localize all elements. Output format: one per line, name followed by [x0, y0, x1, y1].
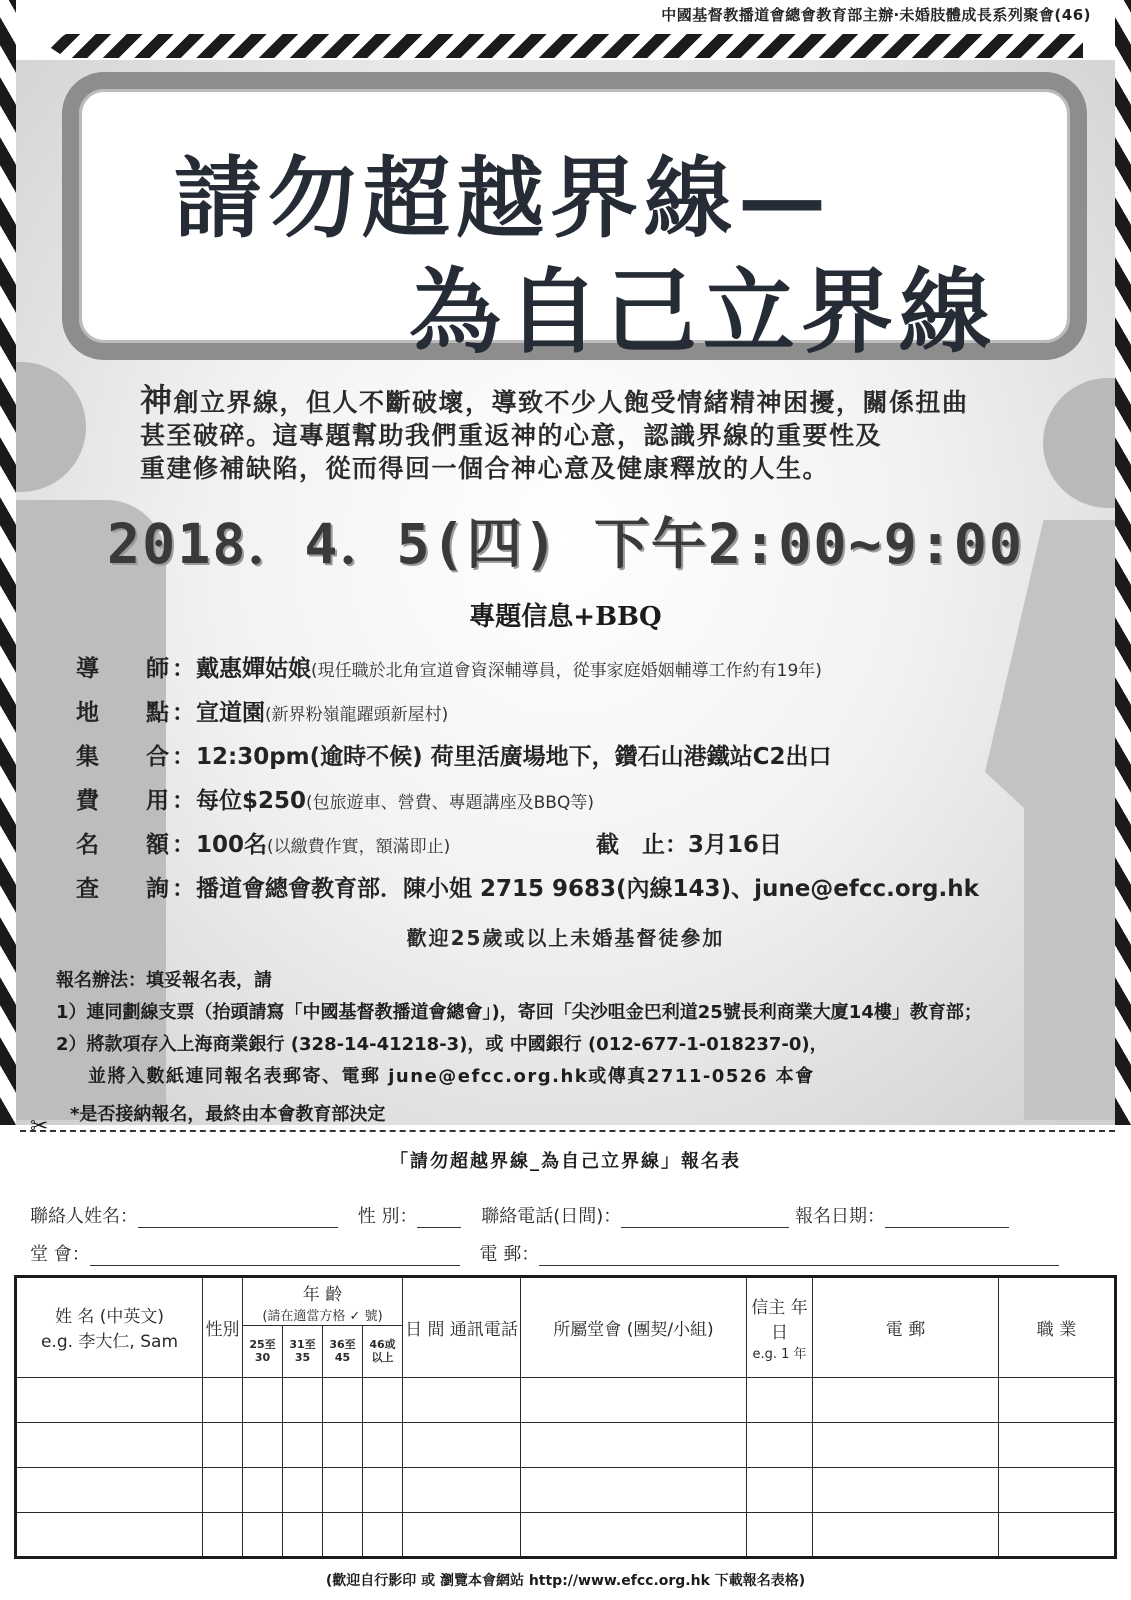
date-field[interactable]: [885, 1210, 1009, 1228]
table-cell[interactable]: [283, 1422, 323, 1467]
table-cell[interactable]: [363, 1422, 403, 1467]
event-date-time: 2018．4．5(四) 下午2:00~9:00: [106, 512, 1025, 576]
form-line-contact: [30, 1202, 1105, 1228]
table-cell[interactable]: [243, 1377, 283, 1422]
phone-field[interactable]: [621, 1210, 789, 1228]
col-job-header: 職 業: [999, 1277, 1116, 1378]
table-cell[interactable]: [813, 1422, 999, 1467]
table-cell[interactable]: [363, 1467, 403, 1512]
detail-row-venue: [76, 690, 1076, 734]
gender-label: 性 別：: [357, 1206, 418, 1227]
table-cell[interactable]: [243, 1422, 283, 1467]
table-cell[interactable]: [203, 1512, 243, 1557]
col-faith-header: [747, 1277, 813, 1378]
detail-label-a: 名: [76, 832, 99, 858]
col-gender-header: 性別: [203, 1277, 243, 1378]
detail-label-b: 用: [146, 788, 169, 814]
detail-label-b: 詢: [146, 876, 169, 902]
table-cell[interactable]: [521, 1422, 747, 1467]
phone-label: 聯絡電話(日間)：: [481, 1206, 622, 1227]
table-cell[interactable]: [999, 1422, 1116, 1467]
detail-row-enquiry: [76, 866, 1076, 910]
col-email-header: 電 郵: [813, 1277, 999, 1378]
method-step-2: 2）將款項存入上海商業銀行 (328-14-41218-3)，或 中國銀行 (012-677-1-018237-0)，: [56, 1034, 828, 1055]
intro-line-2: 甚至破碎。這專題幫助我們重返神的心意，認識界線的重要性及: [140, 421, 883, 450]
contact-name-label: 聯絡人姓名：: [30, 1206, 138, 1227]
table-cell[interactable]: [203, 1422, 243, 1467]
table-cell[interactable]: [747, 1422, 813, 1467]
detail-row-quota: [76, 822, 1076, 866]
event-details: [76, 646, 1076, 910]
email-label: 電 郵：: [479, 1244, 540, 1265]
table-cell[interactable]: [403, 1377, 521, 1422]
method-heading: 報名辦法：填妥報名表，請: [56, 970, 272, 991]
table-cell[interactable]: [16, 1512, 203, 1557]
table-cell[interactable]: [747, 1467, 813, 1512]
table-cell[interactable]: [521, 1512, 747, 1557]
table-cell[interactable]: [363, 1377, 403, 1422]
table-cell[interactable]: [283, 1467, 323, 1512]
table-cell[interactable]: [16, 1377, 203, 1422]
age-bracket-46-plus: 46或以上: [363, 1326, 403, 1377]
detail-label-b: 合: [146, 744, 169, 770]
table-cell[interactable]: [16, 1467, 203, 1512]
event-subtitle: 專題信息+BBQ: [469, 602, 662, 632]
table-cell[interactable]: [323, 1512, 363, 1557]
table-cell[interactable]: [747, 1512, 813, 1557]
table-cell[interactable]: [813, 1377, 999, 1422]
age-bracket-36-45: 36至45: [323, 1326, 363, 1377]
detail-note: (包旅遊車、營費、專題講座及BBQ等): [306, 793, 594, 813]
table-cell[interactable]: [363, 1512, 403, 1557]
intro-line-1: 創立界線，但人不斷破壞，導致不少人飽受情緒精神困擾，關係扭曲: [173, 388, 969, 417]
date-label: 報名日期：: [794, 1206, 885, 1227]
detail-colon: ：: [172, 700, 195, 726]
table-cell[interactable]: [999, 1467, 1116, 1512]
contact-name-field[interactable]: [138, 1210, 338, 1228]
detail-row-assembly: [76, 734, 1076, 778]
church-field[interactable]: [90, 1248, 460, 1266]
col-name-example: e.g. 李大仁, Sam: [40, 1332, 179, 1353]
table-cell[interactable]: [813, 1512, 999, 1557]
cut-line: [20, 1130, 1115, 1132]
intro-paragraph: [140, 381, 1020, 485]
table-cell[interactable]: [283, 1377, 323, 1422]
detail-colon: ：: [172, 788, 195, 814]
detail-label-a: 集: [76, 744, 99, 770]
detail-colon: ：: [172, 876, 195, 902]
col-name-header: [16, 1277, 203, 1378]
scissors-icon: ✂: [30, 1114, 49, 1139]
table-row: [16, 1377, 1116, 1422]
gender-field[interactable]: [417, 1210, 461, 1228]
table-cell[interactable]: [243, 1512, 283, 1557]
col-church-header: 所屬堂會 (團契/小組): [521, 1277, 747, 1378]
detail-label-b: 師: [146, 656, 169, 682]
col-phone-header: 日 間 通訊電話: [403, 1277, 521, 1378]
col-faith-label: 信主 年日: [751, 1297, 808, 1343]
table-cell[interactable]: [203, 1377, 243, 1422]
age-bracket-25-30: 25至30: [243, 1326, 283, 1377]
table-cell[interactable]: [403, 1512, 521, 1557]
organizer-line: 中國基督教播道會總會教育部主辦‧未婚肢體成長系列聚會(46): [661, 6, 1091, 24]
detail-value: 宣道園: [196, 700, 265, 726]
footer-note: (歡迎自行影印 或 瀏覽本會網站 http://www.efcc.org.hk 下載報名表格): [325, 1573, 806, 1589]
detail-colon: ：: [172, 744, 195, 770]
title-line-1: 請勿超越界線—: [174, 146, 833, 250]
table-cell[interactable]: [323, 1467, 363, 1512]
table-cell[interactable]: [999, 1377, 1116, 1422]
title-frame: [62, 72, 1087, 366]
church-label: 堂 會：: [30, 1244, 90, 1265]
age-bracket-31-35: 31至35: [283, 1326, 323, 1377]
table-cell[interactable]: [521, 1377, 747, 1422]
col-age-label: 年 齡: [302, 1284, 343, 1305]
method-note: *是否接納報名，最終由本會教育部決定: [70, 1104, 386, 1125]
detail-value: 戴惠嬋姑娘: [196, 656, 311, 682]
table-row: [16, 1467, 1116, 1512]
detail-label-b: 額: [146, 832, 169, 858]
method-step-2-cont: 並將入數紙連同報名表郵寄、電郵 june@efcc.org.hk或傳真2711-0526 本會: [88, 1066, 815, 1087]
registration-method: [56, 966, 1116, 1132]
col-age-hint: (請在適當方格 ✓ 號): [262, 1308, 383, 1324]
table-cell[interactable]: [283, 1512, 323, 1557]
title-line-2: 為自己立界線: [409, 258, 998, 366]
table-row: [16, 1512, 1116, 1557]
detail-note: (現任職於北角宣道會資深輔導員，從事家庭婚姻輔導工作約有19年): [311, 661, 822, 681]
table-cell[interactable]: [521, 1467, 747, 1512]
table-cell[interactable]: [747, 1377, 813, 1422]
table-cell[interactable]: [813, 1467, 999, 1512]
detail-label-a: 查: [76, 876, 99, 902]
detail-label-b: 點: [146, 700, 169, 726]
detail-row-fee: [76, 778, 1076, 822]
detail-colon: ：: [172, 832, 195, 858]
detail-value: 12:30pm(逾時不候) 荷里活廣場地下，鑽石山港鐵站C2出口: [196, 744, 832, 770]
col-faith-example: e.g. 1 年: [752, 1346, 807, 1362]
deadline-text: 截 止：3月16日: [596, 832, 783, 858]
welcome-note: 歡迎25歲或以上未婚基督徒參加: [406, 926, 725, 950]
detail-colon: ：: [172, 656, 195, 682]
intro-line-3: 重建修補缺陷，從而得回一個合神心意及健康釋放的人生。: [140, 454, 830, 483]
email-field[interactable]: [539, 1248, 1059, 1266]
table-cell[interactable]: [243, 1467, 283, 1512]
detail-value: 播道會總會教育部．陳小姐 2715 9683(內線143)、june@efcc.org.hk: [196, 876, 979, 902]
detail-note: (新界粉嶺龍躍頭新屋村): [265, 705, 449, 725]
form-line-church: [30, 1240, 1105, 1266]
table-cell[interactable]: [403, 1467, 521, 1512]
detail-note: (以繳費作實，額滿即止): [267, 837, 451, 857]
detail-label-a: 導: [76, 656, 99, 682]
detail-row-speaker: [76, 646, 1076, 690]
table-cell[interactable]: [16, 1422, 203, 1467]
table-cell[interactable]: [403, 1422, 521, 1467]
table-row: [16, 1422, 1116, 1467]
detail-label-a: 地: [76, 700, 99, 726]
col-name-label: 姓 名 (中英文): [54, 1307, 165, 1328]
form-title: 「請勿超越界線_為自己立界線」報名表: [390, 1151, 741, 1172]
detail-value: 100名: [196, 832, 268, 858]
table-cell[interactable]: [323, 1377, 363, 1422]
table-cell[interactable]: [999, 1512, 1116, 1557]
detail-value: 每位$250: [196, 788, 307, 814]
detail-label-a: 費: [76, 788, 99, 814]
method-step-1: 1）連同劃線支票（抬頭請寫「中國基督教播道會總會」)，寄回「尖沙咀金巴利道25號長利商業大廈14樓」教育部；: [56, 1002, 982, 1023]
intro-lead-char: 神: [140, 381, 174, 419]
registration-table: [14, 1275, 1117, 1559]
col-age-header: [243, 1277, 403, 1326]
chevron-banner: [48, 34, 1083, 58]
table-cell[interactable]: [203, 1467, 243, 1512]
table-cell[interactable]: [323, 1422, 363, 1467]
